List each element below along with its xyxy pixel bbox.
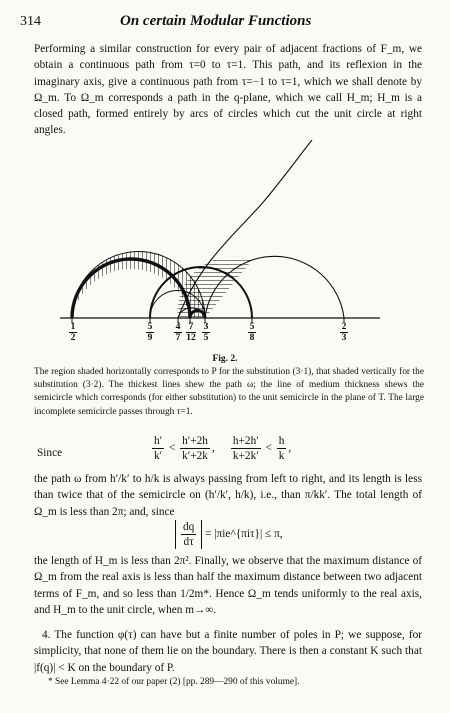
paragraph-2: the path ω from h′/k′ to h/k is always passing from left to right, and its length is less than twice that of the semicircle on (h′/k′, h/k), i.e., than π/kk′. The total length of Ω_m is less than 2π; and, since — [34, 473, 422, 518]
running-title: On certain Modular Functions — [120, 13, 312, 29]
footnote: * See Lemma 4·22 of our paper (2) [pp. 289—290 of this volume]. — [48, 677, 300, 687]
figure-caption: The region shaded horizontally corresponds to P for the substitution (3·1), that shaded vertically for the substitution (3·2). The thickest lines shew the path ω; the line of medium thickness shews the semicircle which corresponds (for either substitution) to the unit semicircle in the plane of T. The large incomplete semicircle passes through τ=1. — [34, 367, 424, 417]
tick-label-6: 5 8 — [249, 322, 255, 343]
tick-label-5: 3 5 — [203, 322, 209, 343]
since-label: Since — [37, 447, 63, 459]
tick-label-2: 5 9 — [147, 322, 153, 343]
display-equation: $\frac{dq}{d\tau}$ = |πie^{πiτ}| ≤ π, — [175, 520, 283, 549]
tick-label-1: 1 2 — [70, 322, 76, 343]
tick-label-4: 7 12 — [186, 322, 196, 343]
tick-label-3: 4 7 — [175, 322, 181, 343]
figure-title: Fig. 2. — [212, 354, 238, 364]
paragraph-1: Performing a similar construction for every pair of adjacent fractions of F_m, we obtain a continuous path from τ=0 to τ=1. This path, and its reflexion in the imaginary axis, give a continuous path from τ=−1 to τ=1, which we shall denote by Ω_m. To Ω_m corresponds a path in the q-plane, which we call H_m; H_m is a closed path, formed entirely by arcs of circles which cut the unit circle at right angles. — [34, 43, 422, 137]
page-number: 314 — [20, 14, 41, 29]
inequality: $\frac{h'}{k'}$ < $\frac{h'+2h}{k'+2k}$ , $\frac{h+2h'}{k+2k'}$ < $\frac{h}{k}$ , — [154, 435, 292, 462]
paragraph-3: the length of H_m is less than 2π². Finally, we observe that the maximum distance of Ω_m from the real axis is less than half the maximum distance between two adjacent terms of F_m, and so less than 1/2m*. Hence Ω_m tends uniformly to the real axis, and H_m to the unit circle, when m→∞. — [34, 555, 422, 616]
page-header — [0, 0, 450, 30]
paragraph-4: 4. The function φ(τ) can have but a finite number of poles in P; we suppose, for simplicity, that none of them lie on the boundary. There is then a constant K such that |f(q)| < K on the boundary of P. — [34, 629, 422, 674]
tick-label-7: 2 3 — [341, 322, 347, 343]
